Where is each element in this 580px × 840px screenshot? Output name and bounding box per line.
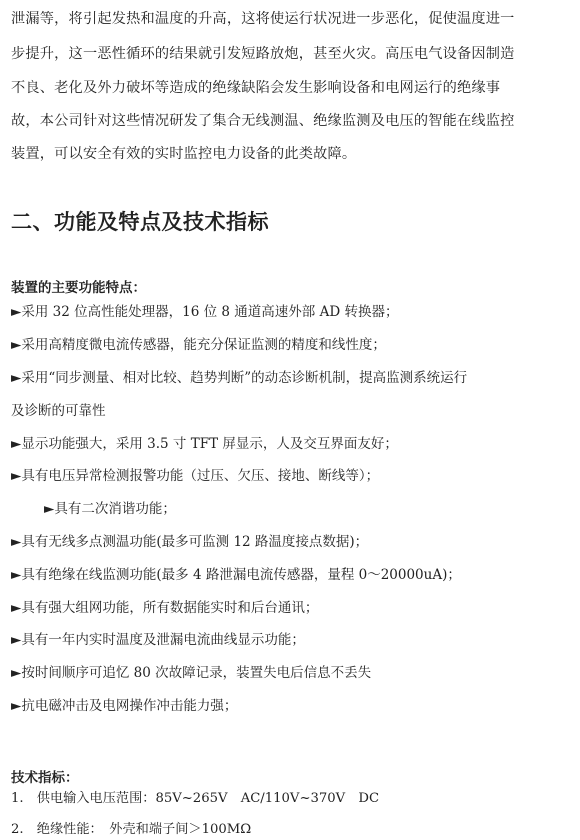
intro-paragraph-line: 故，本公司针对这些情况研发了集合无线测温、绝缘监测及电压的智能在线监控 <box>11 113 515 129</box>
feature-item: ►按时间顺序可追忆 80 次故障记录，装置失电后信息不丢失 <box>11 665 372 681</box>
intro-paragraph-line: 装置，可以安全有效的实时监控电力设备的此类故障。 <box>11 146 357 162</box>
feature-item: ►具有电压异常检测报警功能（过压、欠压、接地、断线等）； <box>11 468 380 484</box>
feature-item: ►具有一年内实时温度及泄漏电流曲线显示功能； <box>11 632 305 648</box>
spec-item: 2. 绝缘性能： 外壳和端子间＞100MΩ <box>11 822 252 837</box>
feature-item: 及诊断的可靠性 <box>11 403 106 419</box>
intro-paragraph-line: 不良、老化及外力破坏等造成的绝缘缺陷会发生影响设备和电网运行的绝缘事 <box>11 80 501 96</box>
specs-heading: 技术指标： <box>11 770 79 786</box>
intro-paragraph-line: 泄漏等，将引起发热和温度的升高，这将使运行状况进一步恶化，促使温度进一 <box>11 11 515 27</box>
feature-item: ►显示功能强大，采用 3.5 寸 TFT 屏显示，人及交互界面友好； <box>11 436 398 452</box>
section-title: 二、功能及特点及技术指标 <box>11 210 269 234</box>
feature-item: ►具有无线多点测温功能(最多可监测 12 路温度接点数据)； <box>11 534 369 550</box>
feature-item: ►具有强大组网功能，所有数据能实时和后台通讯； <box>11 600 319 616</box>
feature-item: ►具有二次消谐功能； <box>44 501 176 517</box>
feature-item: ►抗电磁冲击及电网操作冲击能力强； <box>11 698 238 714</box>
feature-item: ►采用 32 位高性能处理器，16 位 8 通道高速外部 AD 转换器； <box>11 304 399 320</box>
feature-item: ►采用“同步测量、相对比较、趋势判断”的动态诊断机制，提高监测系统运行 <box>11 370 468 386</box>
spec-item: 1. 供电输入电压范围：85V~265V AC/110V~370V DC <box>11 791 380 806</box>
feature-item: ►采用高精度微电流传感器，能充分保证监测的精度和线性度； <box>11 337 386 353</box>
feature-item: ►具有绝缘在线监测功能(最多 4 路泄漏电流传感器，量程 0～20000uA)； <box>11 567 461 583</box>
features-heading: 装置的主要功能特点： <box>11 280 146 296</box>
intro-paragraph-line: 步提升，这一恶性循环的结果就引发短路放炮，甚至火灾。高压电气设备因制造 <box>11 46 515 62</box>
